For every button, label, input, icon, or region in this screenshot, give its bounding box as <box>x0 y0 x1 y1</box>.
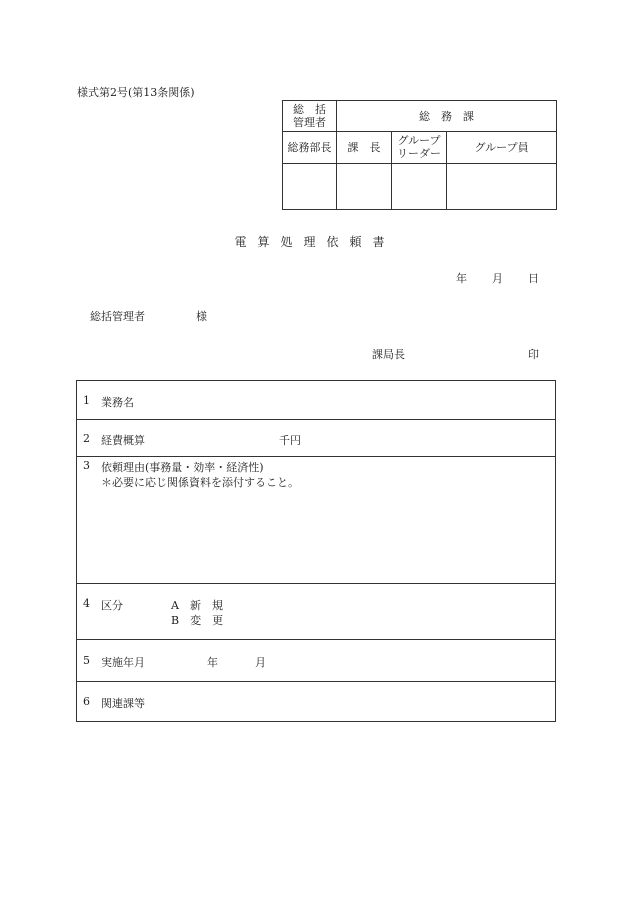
item-number: 1 <box>83 394 90 407</box>
item-label-category: 区分 <box>101 599 123 612</box>
approval-stamp-table <box>282 100 557 210</box>
implementation-year-label: 年 <box>207 656 218 669</box>
stamp-cell[interactable] <box>447 163 557 209</box>
row-divider <box>77 419 555 420</box>
cost-unit-label: 千円 <box>279 434 301 447</box>
role-label: 課 長 <box>347 140 381 154</box>
role-group-leader <box>392 132 447 163</box>
request-form-box <box>76 380 556 722</box>
category-option-new[interactable]: A 新 規 <box>171 599 223 612</box>
general-manager-label: 総 括 管理者 <box>293 103 326 130</box>
stamp-cell[interactable] <box>283 163 337 209</box>
item-label-implementation-date: 実施年月 <box>101 656 145 669</box>
stamp-cell[interactable] <box>392 163 447 209</box>
document-title: 電算処理依頼書 <box>234 235 396 249</box>
attachment-note: ＊必要に応じ関係資料を添付すること。 <box>101 476 299 489</box>
date-year-label: 年 <box>456 272 467 285</box>
item-number: 4 <box>83 597 90 610</box>
item-number: 3 <box>83 459 90 472</box>
general-manager-header <box>283 101 337 132</box>
form-number: 様式第2号(第13条関係) <box>77 86 195 99</box>
category-option-change[interactable]: B 変 更 <box>171 614 224 627</box>
addressee-name: 総括管理者 <box>90 310 145 323</box>
item-label-related-sections: 関連課等 <box>101 697 145 710</box>
row-divider <box>77 456 555 457</box>
item-number: 2 <box>83 432 90 445</box>
role-group-member <box>447 132 557 163</box>
item-label-business-name: 業務名 <box>101 396 134 409</box>
date-month-label: 月 <box>492 272 503 285</box>
general-affairs-section-label: 総 務 課 <box>419 109 475 123</box>
role-label: グループ員 <box>474 140 529 154</box>
role-label: グループ リーダー <box>397 134 441 161</box>
stamp-cell[interactable] <box>337 163 392 209</box>
role-section-chief <box>337 132 392 163</box>
row-divider <box>77 583 555 584</box>
general-affairs-section-header <box>337 101 557 132</box>
seal-mark: 印 <box>528 348 539 361</box>
item-number: 5 <box>83 654 90 667</box>
row-divider <box>77 639 555 640</box>
sender-title: 課局長 <box>372 348 405 361</box>
item-label-cost-estimate: 経費概算 <box>101 434 145 447</box>
role-director <box>283 132 337 163</box>
item-number: 6 <box>83 695 90 708</box>
row-divider <box>77 681 555 682</box>
role-label: 総務部長 <box>287 140 332 154</box>
date-day-label: 日 <box>528 272 539 285</box>
item-label-request-reason: 依頼理由(事務量・効率・経済性) <box>101 461 264 474</box>
implementation-month-label: 月 <box>255 656 266 669</box>
addressee-honorific: 様 <box>196 310 207 323</box>
